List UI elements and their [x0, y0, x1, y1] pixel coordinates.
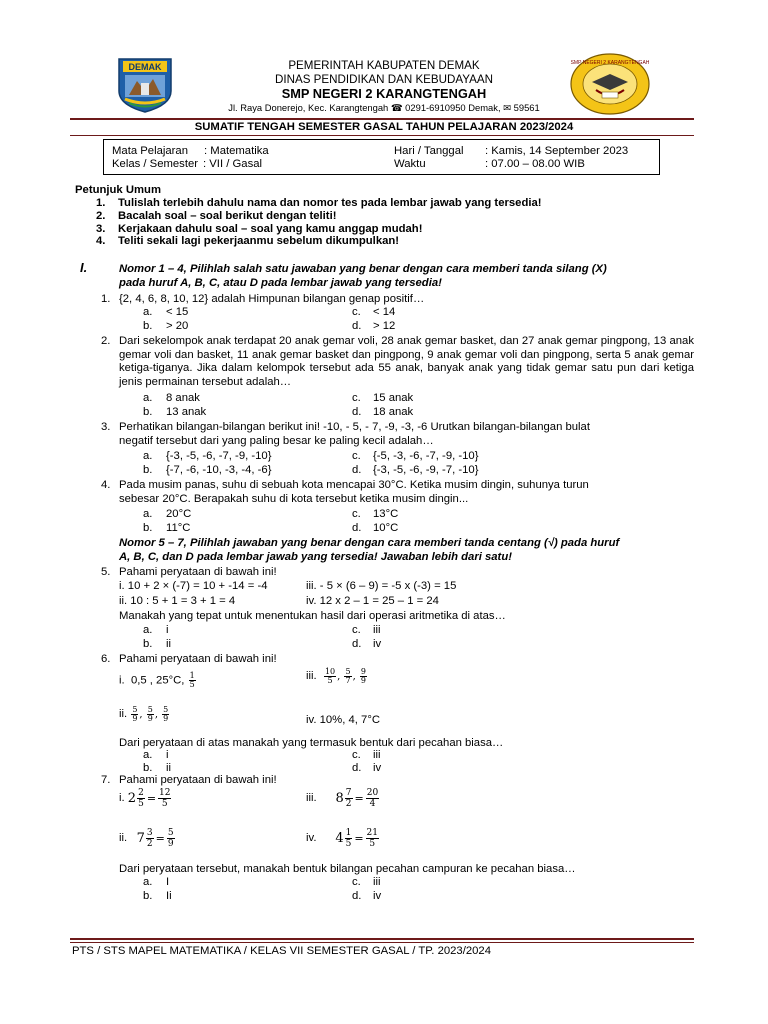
q6-opt-d-letter: d.: [352, 762, 362, 774]
q1-opt-d-letter: d.: [352, 320, 362, 332]
q6-opt-c: iii: [373, 749, 381, 761]
q6-opt-a: i: [166, 749, 169, 761]
instruction-4: Teliti sekali lagi pekerjaanmu sebelum dikumpulkan!: [118, 235, 400, 247]
q1-opt-a-letter: a.: [143, 306, 153, 318]
header-line1: PEMERINTAH KABUPATEN DEMAK: [288, 59, 480, 72]
q3-opt-c-letter: c.: [352, 450, 361, 462]
q5-opt-a: i: [166, 624, 169, 636]
logo-demak-text: DEMAK: [128, 62, 162, 72]
q1-opt-b: > 20: [166, 320, 189, 332]
section-instruction2-line1: Nomor 5 – 7, Pilihlah jawaban yang benar dengan cara memberi tanda centang (√) pada huruf: [119, 537, 620, 549]
q5-opt-b-letter: b.: [143, 638, 153, 650]
q6-s1-fraction: $\frac{1}{5}$: [189, 671, 195, 689]
q6-num: 6.: [101, 653, 111, 665]
q7-opt-b-letter: b.: [143, 890, 153, 902]
q7-opt-c: iii: [373, 876, 381, 888]
q3-opt-b-letter: b.: [143, 464, 153, 476]
q5-stem: Pahami peryataan di bawah ini!: [119, 566, 277, 578]
day-label: Hari / Tanggal: [394, 145, 464, 157]
q6-s3-fraction-3: $\frac{9}{9}$: [360, 667, 366, 685]
q5-opt-c: iii: [373, 624, 381, 636]
q4-opt-a: 20°C: [166, 508, 192, 520]
q5-opt-b: ii: [166, 638, 172, 650]
q5-num: 5.: [101, 566, 111, 578]
q1-num: 1.: [101, 293, 111, 305]
header-postal: 59561: [513, 102, 540, 113]
q1-text: {2, 4, 6, 8, 10, 12} adalah Himpunan bilangan genap positif…: [119, 293, 425, 305]
q6-statement-iii: iii. $\frac{10}{5}$ , $\frac{5}{7}$ , $\frac{9}{9}$: [306, 667, 366, 685]
q6-s2-fraction-3: $\frac{5}{9}$: [163, 705, 169, 723]
q3-line2: negatif tersebut dari yang paling besar ke paling kecil adalah…: [119, 435, 434, 447]
q5-opt-c-letter: c.: [352, 624, 361, 636]
instruction-1-num: 1.: [96, 197, 106, 209]
q6-opt-a-letter: a.: [143, 749, 153, 761]
q5-question: Manakah yang tepat untuk menentukan hasil dari operasi aritmetika di atas…: [119, 610, 506, 622]
q2-opt-c-letter: c.: [352, 392, 361, 404]
q4-opt-d: 10°C: [373, 522, 399, 534]
q6-opt-d: iv: [373, 762, 382, 774]
q6-statement-i: [119, 672, 197, 689]
q1-opt-c-letter: c.: [352, 306, 361, 318]
q7-opt-c-letter: c.: [352, 876, 361, 888]
class-value: : VII / Gasal: [203, 158, 263, 170]
info-box: [103, 139, 660, 175]
header-line2: DINAS PENDIDIKAN DAN KEBUDAYAAN: [275, 73, 493, 86]
q5-statement-iv: iv. 12 x 2 – 1 = 25 – 1 = 24: [306, 595, 439, 607]
q3-opt-a-letter: a.: [143, 450, 153, 462]
q4-num: 4.: [101, 479, 111, 491]
q1-opt-d: > 12: [373, 320, 396, 332]
q2-num: 2.: [101, 335, 111, 347]
instruction-3: Kerjakaan dahulu soal – soal yang kamu anggap mudah!: [118, 223, 423, 235]
section-instruction-line1: Nomor 1 – 4, Pilihlah salah satu jawaban yang benar dengan cara memberi tanda silang (X): [119, 263, 607, 275]
instruction-1: Tulislah terlebih dahulu nama dan nomor tes pada lembar jawab yang tersedia!: [118, 197, 542, 209]
q3-line1: Perhatikan bilangan-bilangan berikut ini! -10, - 5, - 7, -9, -3, -6 Urutkan bilangan-bilangan bulat: [119, 421, 590, 433]
q6-opt-c-letter: c.: [352, 749, 361, 761]
q6-opt-b-letter: b.: [143, 762, 153, 774]
day-value: : Kamis, 14 September 2023: [485, 145, 629, 157]
q6-question: Dari peryataan di atas manakah yang termasuk bentuk dari pecahan biasa…: [119, 737, 504, 749]
q6-s3-fraction-1: $\frac{10}{5}$: [324, 667, 336, 685]
header-rule-bottom: [70, 135, 694, 136]
instructions-title: Petunjuk Umum: [75, 184, 161, 196]
q7-stem: Pahami peryataan di bawah ini!: [119, 774, 277, 786]
q7-question: Dari peryataan tersebut, manakah bentuk bilangan pecahan campuran ke pecahan biasa…: [119, 863, 576, 875]
mail-icon: ✉: [503, 102, 512, 113]
q4-line1: Pada musim panas, suhu di sebuah kota mencapai 30°C. Ketika musim dingin, suhunya turun: [119, 479, 589, 491]
q3-opt-d: {-3, -5, -6, -9, -7, -10}: [373, 464, 479, 476]
q6-stem: Pahami peryataan di bawah ini!: [119, 653, 277, 665]
q6-statement-ii: ii. $\frac{5}{9}$ , $\frac{5}{9}$ , $\frac{5}{9}$: [119, 705, 169, 723]
q6-opt-b: ii: [166, 762, 172, 774]
q7-num: 7.: [101, 774, 111, 786]
q3-num: 3.: [101, 421, 111, 433]
q6-s2-label: ii.: [119, 708, 128, 720]
q5-opt-a-letter: a.: [143, 624, 153, 636]
q3-opt-d-letter: d.: [352, 464, 362, 476]
q2-opt-a: 8 anak: [166, 392, 200, 404]
footer-rule-top: [70, 938, 694, 940]
q2-opt-a-letter: a.: [143, 392, 153, 404]
q2-opt-d-letter: d.: [352, 406, 362, 418]
q5-statement-i: i. 10 + 2 × (-7) = 10 + -14 = -4: [119, 580, 268, 592]
q4-opt-c-letter: c.: [352, 508, 361, 520]
q2-text: Dari sekelompok anak terdapat 20 anak gemar voli, 28 anak gemar basket, dan 27 anak gemar pingpong, 13 anak gemar voli dan basket, 11 anak gemar basket dan pingpong, 9 anak gemar voli dan pingpong, serta 5 anak gemar ketiga-tiganya. Jika dalam kelompok tersebut ada 55 anak, banyak anak yang tidak gemar satu pun dari ketiga jenis permainan tersebut adalah…: [119, 335, 694, 388]
section-instruction-line2: pada huruf A, B, C, atau D pada lembar jawab yang tersedia!: [119, 277, 442, 289]
q2-opt-d: 18 anak: [373, 406, 414, 418]
q5-statement-ii: ii. 10 : 5 + 1 = 3 + 1 = 4: [119, 595, 236, 607]
instruction-3-num: 3.: [96, 223, 106, 235]
phone-icon: ☎: [390, 102, 403, 113]
logo-school-text: SMP NEGERI 2 KARANGTENGAH: [570, 60, 650, 66]
section-roman: I.: [80, 260, 88, 275]
header-school: SMP NEGERI 2 KARANGTENGAH: [281, 86, 487, 101]
q4-line2: sebesar 20°C. Berapakah suhu di kota tersebut ketika musim dingin...: [119, 493, 469, 505]
q1-opt-c: < 14: [373, 306, 396, 318]
q7-opt-d: iv: [373, 890, 382, 902]
header-address: Jl. Raya Donerejo, Kec. Karangtengah: [228, 102, 389, 113]
subject-value: : Matematika: [204, 145, 269, 157]
q7-opt-d-letter: d.: [352, 890, 362, 902]
q6-s1-text: 0,5 , 25°C,: [130, 674, 185, 687]
q7-statement-ii: ii. 7 $\frac{3}{2}$ = $\frac{5}{9}$: [119, 828, 174, 849]
q6-s1-label: i.: [119, 674, 125, 687]
q7-statement-i: i. 2 $\frac{2}{5}$ = $\frac{12}{5}$: [119, 788, 171, 809]
q4-opt-c: 13°C: [373, 508, 399, 520]
header-address-row: [0, 102, 768, 114]
q2-opt-b: 13 anak: [166, 406, 207, 418]
q3-opt-a: {-3, -5, -6, -7, -9, -10}: [166, 450, 272, 462]
q1-opt-a: < 15: [166, 306, 189, 318]
footer-rule-bottom: [70, 942, 694, 943]
q6-statement-iv: iv. 10%, 4, 7°C: [306, 714, 381, 726]
q7-statement-iv: iv. 4 $\frac{1}{5}$ = $\frac{21}{5}$: [306, 828, 378, 849]
exam-title: SUMATIF TENGAH SEMESTER GASAL TAHUN PELAJARAN 2023/2024: [194, 121, 574, 133]
q7-opt-b: Ii: [166, 890, 172, 902]
q2-opt-b-letter: b.: [143, 406, 153, 418]
q3-opt-c: {-5, -3, -6, -7, -9, -10}: [373, 450, 479, 462]
section-instruction2-line2: A, B, C, dan D pada lembar jawab yang tersedia! Jawaban lebih dari satu!: [119, 551, 512, 563]
q6-s3-label: iii.: [306, 670, 317, 682]
q4-opt-d-letter: d.: [352, 522, 362, 534]
instruction-2-num: 2.: [96, 210, 106, 222]
subject-label: Mata Pelajaran: [112, 145, 188, 157]
q4-opt-b-letter: b.: [143, 522, 153, 534]
q3-opt-b: {-7, -6, -10, -3, -4, -6}: [166, 464, 272, 476]
q5-statement-iii: iii. - 5 × (6 – 9) = -5 x (-3) = 15: [306, 580, 457, 592]
q6-s3-fraction-2: $\frac{5}{7}$: [345, 667, 351, 685]
q7-opt-a-letter: a.: [143, 876, 153, 888]
instruction-4-num: 4.: [96, 235, 106, 247]
q7-statement-iii: iii. 8 $\frac{7}{2}$ = $\frac{20}{4}$: [306, 788, 379, 809]
q5-opt-d: iv: [373, 638, 382, 650]
q7-opt-a: I: [166, 876, 170, 888]
header-phone: 0291-6910950 Demak,: [405, 102, 501, 113]
footer-text: PTS / STS MAPEL MATEMATIKA / KELAS VII SEMESTER GASAL / TP. 2023/2024: [72, 945, 491, 957]
q4-opt-a-letter: a.: [143, 508, 153, 520]
q6-s2-fraction-2: $\frac{5}{9}$: [147, 705, 153, 723]
header-gov: [0, 59, 768, 114]
q6-s2-fraction-1: $\frac{5}{9}$: [132, 705, 138, 723]
q2-opt-c: 15 anak: [373, 392, 414, 404]
q4-opt-b: 11°C: [166, 522, 191, 534]
time-value: : 07.00 – 08.00 WIB: [485, 158, 585, 170]
instruction-2: Bacalah soal – soal berikut dengan teliti!: [118, 210, 337, 222]
class-label: Kelas / Semester: [112, 158, 199, 170]
q1-opt-b-letter: b.: [143, 320, 153, 332]
time-label: Waktu: [394, 158, 426, 170]
q5-opt-d-letter: d.: [352, 638, 362, 650]
